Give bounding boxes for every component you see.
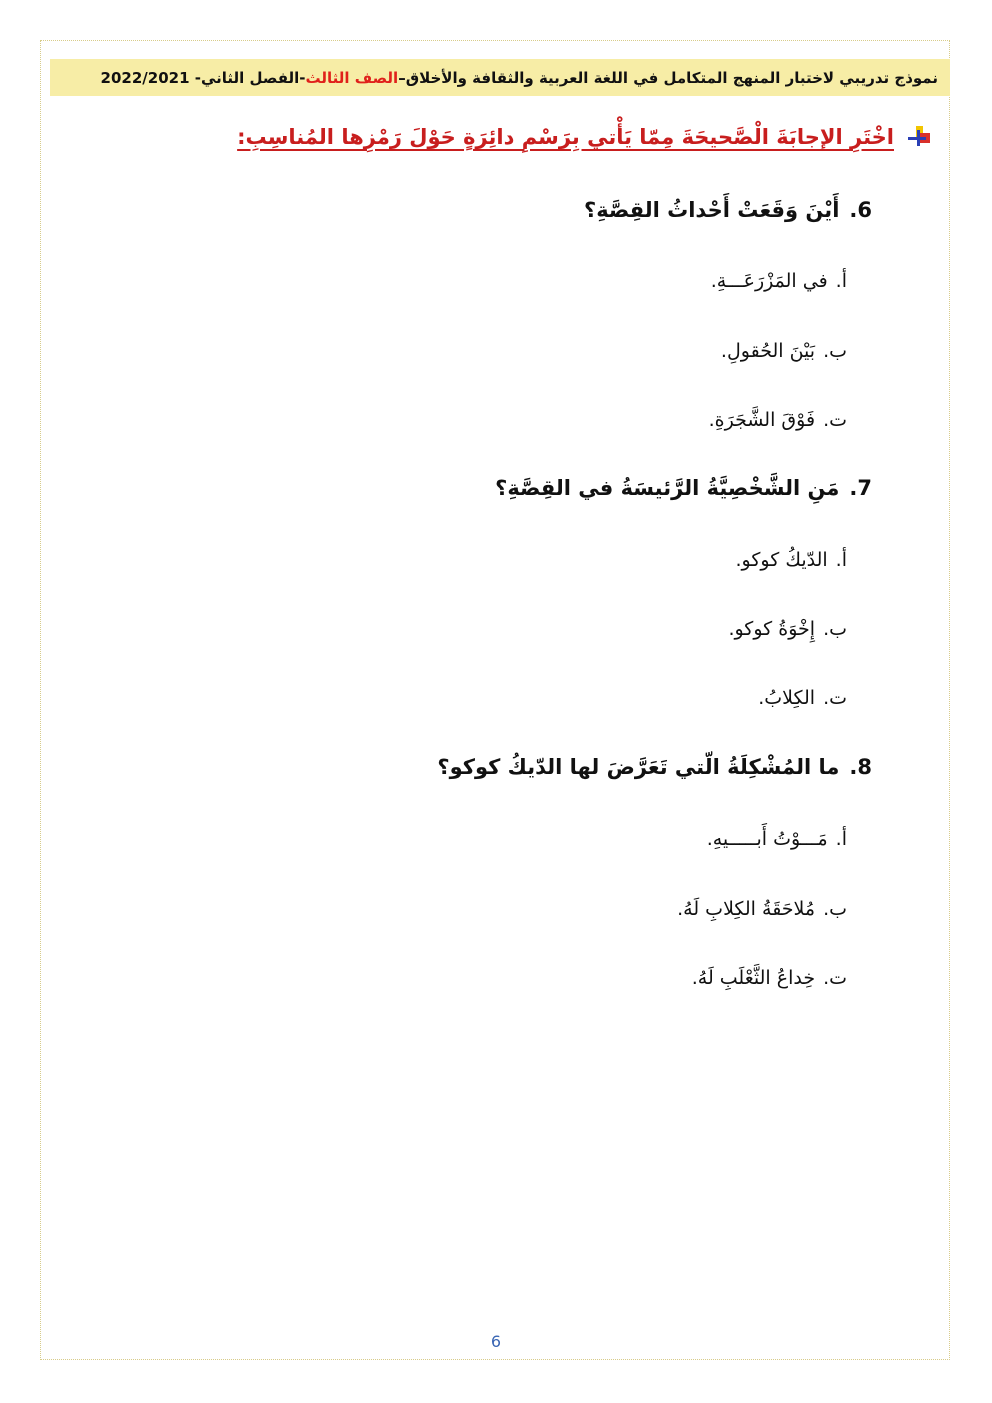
option-6-c[interactable] — [709, 409, 847, 431]
option-letter: ت. — [823, 967, 847, 989]
option-text: خِداعُ الثَّعْلَبِ لَهُ. — [691, 967, 816, 989]
header-bar — [50, 59, 950, 96]
option-6-b[interactable] — [721, 340, 847, 362]
question-text: أَيْنَ وَقَعَتْ أَحْداثُ القِصَّةِ؟ — [584, 198, 840, 222]
option-8-c[interactable] — [692, 967, 847, 989]
instruction-text: اخْتَرِ الإجابَةَ الْصَّحيحَةَ مِمّا يَأْتي بِرَسْمِ دائِرَةٍ حَوْلَ رَمْزِها المُناسِبِ: — [237, 125, 894, 149]
option-text: إِخْوَةُ كوكو. — [728, 618, 816, 640]
question-8 — [437, 755, 872, 779]
option-text: فَوْقَ الشَّجَرَةِ. — [708, 409, 816, 431]
page-number: 6 — [490, 1332, 502, 1351]
option-6-a[interactable] — [711, 270, 847, 292]
question-number: 6. — [849, 198, 872, 222]
header-grade: الصف الثالث — [305, 68, 399, 87]
question-text: مَنِ الشَّخْصِيَّةُ الرَّئيسَةُ في القِصَّةِ؟ — [495, 476, 840, 500]
option-8-a[interactable] — [707, 828, 847, 850]
option-8-b[interactable] — [677, 898, 847, 920]
option-text: مُلاحَقَةُ الكِلابِ لَهُ. — [677, 898, 816, 920]
colored-squares-bullet-icon — [908, 126, 930, 148]
header-semester: -الفصل الثاني- 2022/2021 — [100, 68, 306, 87]
option-7-b[interactable] — [728, 618, 847, 640]
option-letter: أ. — [835, 270, 847, 292]
option-text: الدّيكُ كوكو. — [735, 549, 828, 571]
option-7-c[interactable] — [758, 687, 847, 709]
option-letter: ت. — [823, 687, 847, 709]
option-letter: ت. — [823, 409, 847, 431]
option-text: مَـــوْتُ أَبـــــيهِ. — [706, 828, 828, 850]
option-letter: ب. — [823, 898, 847, 920]
option-letter: ب. — [823, 340, 847, 362]
option-letter: أ. — [835, 549, 847, 571]
header-title: نموذج تدريبي لاختبار المنهج المتكامل في اللغة العربية والثقافة والأخلاق– — [398, 68, 938, 87]
question-text: ما المُشْكِلَةُ الّتي تَعَرَّضَ لها الدّيكُ كوكو؟ — [437, 755, 840, 779]
question-7 — [495, 476, 872, 500]
option-letter: أ. — [835, 828, 847, 850]
option-text: بَيْنَ الحُقولِ. — [720, 340, 816, 362]
option-text: الكِلابُ. — [758, 687, 816, 709]
option-7-a[interactable] — [736, 549, 847, 571]
question-number: 7. — [849, 476, 872, 500]
question-number: 8. — [849, 755, 872, 779]
instruction-row — [237, 125, 930, 149]
option-text: في المَزْرَعَـــةِ. — [710, 270, 828, 292]
question-6 — [584, 198, 872, 222]
option-letter: ب. — [823, 618, 847, 640]
